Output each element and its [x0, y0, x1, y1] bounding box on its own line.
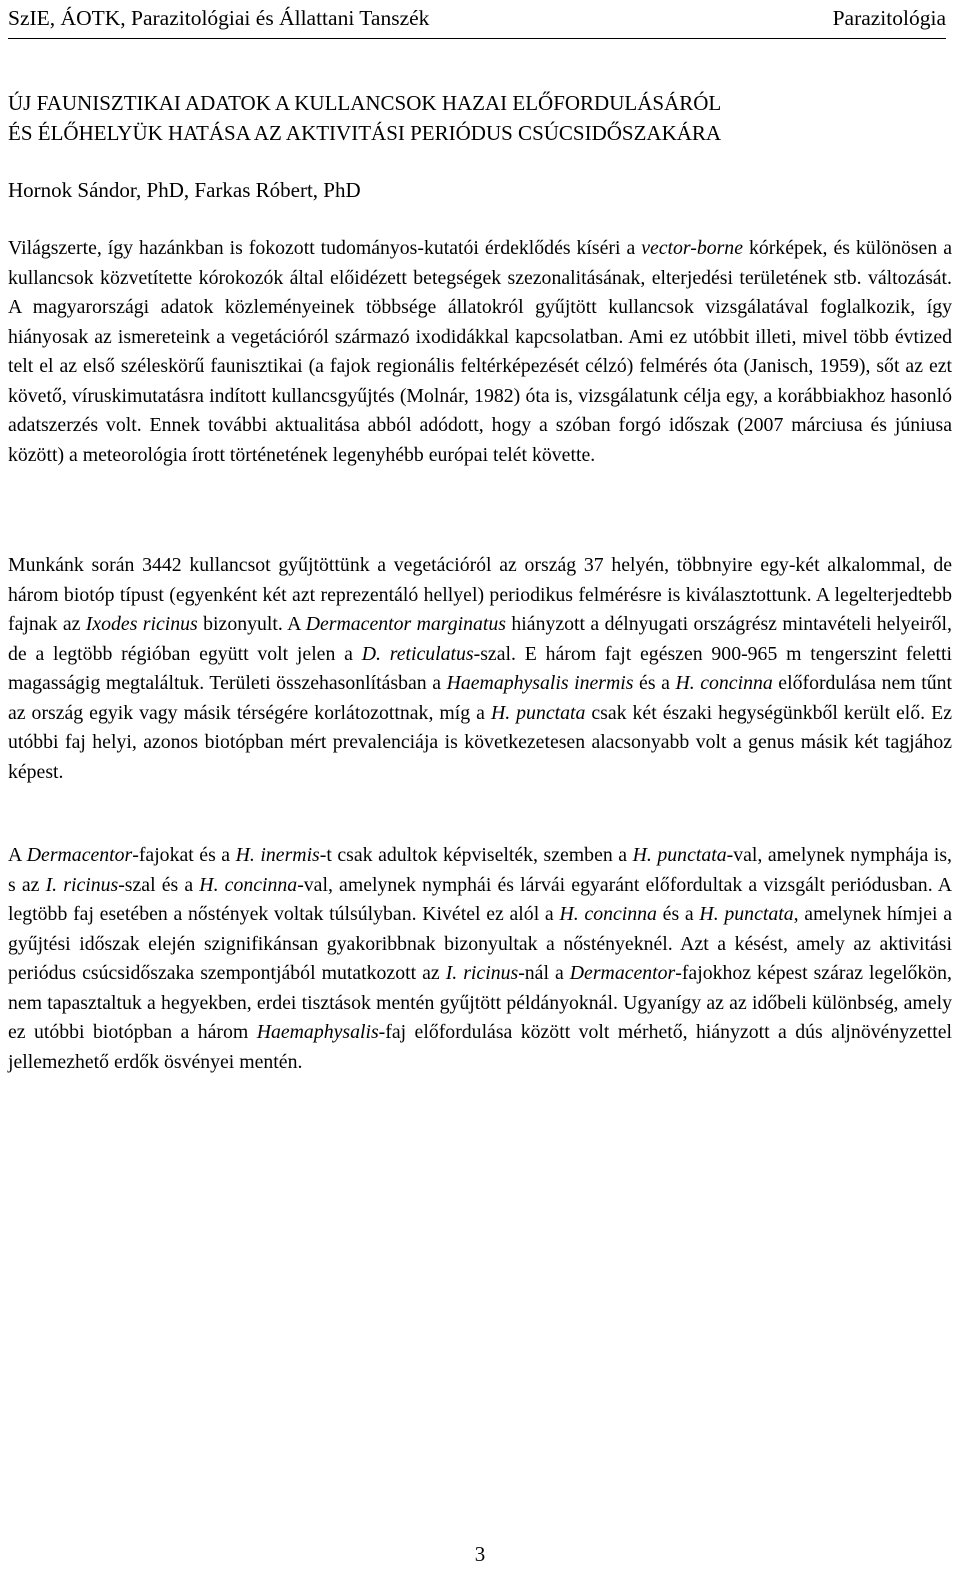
paragraph-1 — [8, 234, 952, 470]
italic-term: Dermacentor marginatus — [305, 613, 506, 635]
text-run: -fajokhoz képest száraz legelőkön, nem tapasztaltuk a hegyekben, erdei tisztások mentén gyűjtött példányoknál. Ugyanígy az az időbeli különbség, amely ez utóbbi biotópban a három — [8, 962, 952, 1043]
text-run: és a — [656, 903, 700, 925]
italic-term: H. concinna — [559, 903, 657, 925]
header-subject: Parazitológia — [832, 6, 946, 30]
text-run: -t csak adultok képviselték, szemben a — [319, 844, 633, 866]
italic-term: Haemaphysalis — [256, 1021, 379, 1043]
italic-term: Haemaphysalis inermis — [446, 672, 634, 694]
text-run: hiányzott a délnyugati országrész mintavételi helyeiről, de a legtöbb régióban együtt volt jelen a — [8, 613, 952, 665]
authors: Hornok Sándor, PhD, Farkas Róbert, PhD — [8, 178, 361, 202]
text-run: előfordulása nem tűnt az ország egyik vagy másik térségére korlátozottnak, míg a — [8, 672, 953, 724]
text-run: A — [8, 844, 27, 866]
paragraph-2 — [8, 551, 952, 787]
italic-term: Dermacentor — [26, 844, 133, 866]
text-run: és a — [633, 672, 676, 694]
text-run: Munkánk során 3442 kullancsot gyűjtöttünk a vegetációról az ország 37 helyén, többnyire egy-két alkalommal, de három biotóp típust (egyenként két azt reprezentáló hellyel) periodikus felmérésre is kiválasztottunk. A legelterjedtebb fajnak az — [8, 554, 952, 635]
italic-term: Ixodes ricinus — [85, 613, 198, 635]
text-run: bizonyult. A — [197, 613, 306, 635]
text-run: -fajokat és a — [132, 844, 236, 866]
text-run: kórképek, és különösen a kullancsok közvetítette kórokozók által előidézett betegségek szezonalitásának, elterjedési területének stb. változását. A magyarországi adatok közleményeinek többsége állatokról gyűjtött kullancsok vizsgálatával foglalkozik, így hiányosak az ismereteink a vegetációról származó ixodidákkal kapcsolatban. Ami ez utóbbit illeti, mivel több évtized telt el az első széleskörű faunisztikai (a fajok regionális feltérképezését célzó) felmérés óta (Janisch, 1959), sőt az ezt követő, víruskimutatásra indított kullancsgyűjtés (Molnár, 1982) óta is, vizsgálatunk célja egy, a korábbiakhoz hasonló adatszerzés volt. Ennek további aktualitása abból adódott, hogy a szóban forgó időszak (2007 márciusa és júniusa között) a meteorológia írott történetének legenyhébb európai telét követte. — [8, 237, 952, 466]
text-run: -val, amelynek nymphája is, s az — [8, 844, 952, 896]
text-run: -nál a — [518, 962, 570, 984]
italic-term: H. punctata — [490, 701, 586, 724]
text-run: -val, amelynek nymphái és lárvái egyaránt előfordultak a vizsgált periódusban. A legtöbb faj esetében a nőstények voltak túlsúlyban. Kivétel ez alól a — [8, 873, 952, 925]
title-line-1: ÚJ FAUNISZTIKAI ADATOK A KULLANCSOK HAZAI ELŐFORDULÁSÁRÓL — [8, 91, 722, 115]
article-title — [8, 88, 721, 148]
page-header — [8, 4, 946, 39]
italic-term: H. concinna — [199, 873, 298, 896]
italic-term: I. ricinus — [45, 873, 119, 896]
italic-term: D. reticulatus — [361, 642, 474, 665]
text-run: Világszerte, így hazánkban is fokozott tudományos-kutatói érdeklődés kíséri a — [8, 237, 642, 259]
text-run: , amelynek hímjei a gyűjtési időszak elején szignifikánsan gyakoribbnak bizonyultak a nőstényeknél. Azt a késést, amely az aktivitási periódus csúcsidőszaka szempontjából mutatkozott az — [8, 903, 953, 984]
paragraph-3 — [8, 841, 952, 1077]
italic-term: H. punctata — [699, 903, 794, 925]
header-department: SzIE, ÁOTK, Parazitológiai és Állattani Tanszék — [8, 6, 430, 30]
text-run: csak két északi hegységünkből került elő. Ez utóbbi faj helyi, azonos biotópban mért prevalenciája is következetesen alacsonyabb volt a genus másik két tagjához képest. — [8, 701, 952, 783]
italic-term: H. inermis — [235, 844, 320, 866]
page-number: 3 — [474, 1542, 486, 1566]
italic-term: I. ricinus — [445, 962, 519, 984]
italic-term: vector-borne — [641, 237, 743, 259]
text-run: -faj előfordulása között volt mérhető, hiányzott a dús aljnövényzettel jellemezhető erdők ösvényei mentén. — [8, 1021, 952, 1073]
italic-term: Dermacentor — [569, 962, 676, 984]
title-line-2: ÉS ÉLŐHELYÜK HATÁSA AZ AKTIVITÁSI PERIÓDUS CSÚCSIDŐSZAKÁRA — [8, 121, 722, 145]
text-run: -szal. E három fajt egészen 900-965 m tengerszint feletti magasságig megtaláltuk. Területi összehasonlításban a — [8, 642, 952, 694]
italic-term: H. punctata — [632, 844, 727, 866]
italic-term: H. concinna — [675, 672, 773, 694]
text-run: -szal és a — [118, 873, 200, 896]
